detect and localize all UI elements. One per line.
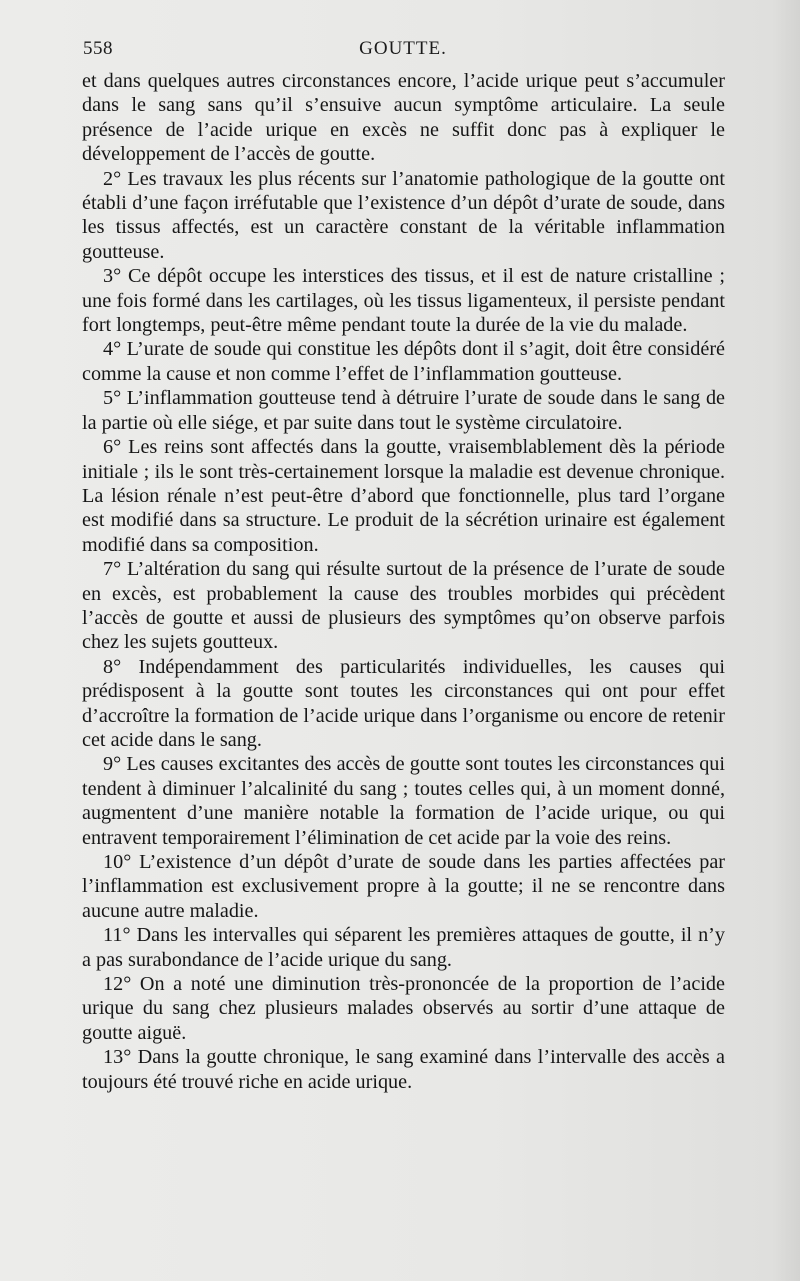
body-text bbox=[82, 69, 725, 1094]
page-header bbox=[83, 38, 723, 68]
paragraph-point-8: 8° Indépendamment des particularités individuelles, les causes qui prédisposent à la goutte sont toutes les circonstances qui ont pour effet d’accroître la formation de l’acide urique dans l’organisme ou encore de retenir cet acide dans le sang. bbox=[82, 655, 725, 751]
paragraph-continuation: et dans quelques autres circonstances encore, l’acide urique peut s’accumuler dans le sang sans qu’il s’ensuive aucun symptôme articulaire. La seule présence de l’acide urique en excès ne suffit donc pas à expliquer le développement de l’accès de goutte. bbox=[82, 70, 725, 166]
paragraph-point-10: 10° L’existence d’un dépôt d’urate de soude dans les parties affectées par l’inflammation est exclusivement propre à la goutte; il ne se rencontre dans aucune autre maladie. bbox=[82, 851, 725, 922]
paragraph-point-13: 13° Dans la goutte chronique, le sang examiné dans l’intervalle des accès a toujours été trouvé riche en acide urique. bbox=[82, 1046, 725, 1093]
paragraph-point-7: 7° L’altération du sang qui résulte surtout de la présence de l’urate de soude en excès, est probablement la cause des troubles morbides qui précèdent l’accès de goutte et aussi de plusieurs des symptômes qu’on observe parfois chez les sujets goutteux. bbox=[82, 558, 725, 654]
paragraph-point-12: 12° On a noté une diminution très-prononcée de la proportion de l’acide urique du sang chez plusieurs malades observés au sortir d’une attaque de goutte aiguë. bbox=[82, 973, 725, 1044]
paragraph-point-9: 9° Les causes excitantes des accès de goutte sont toutes les circonstances qui tendent à diminuer l’alcalinité du sang ; toutes celles qui, à un moment donné, augmentent d’une manière notable la formation de l’acide urique, ou qui entravent temporairement l’élimination de cet acide par la voie des reins. bbox=[82, 753, 725, 849]
paragraph-point-2: 2° Les travaux les plus récents sur l’anatomie pathologique de la goutte ont établi d’une façon irréfutable que l’existence d’un dépôt d’urate de soude, dans les tissus affectés, est un caractère constant de la véritable inflammation goutteuse. bbox=[82, 167, 725, 263]
paragraph-point-11: 11° Dans les intervalles qui séparent les premières attaques de goutte, il n’y a pas surabondance de l’acide urique du sang. bbox=[82, 924, 725, 971]
page-number: 558 bbox=[83, 38, 113, 59]
page-edge-shadow bbox=[772, 0, 800, 1281]
paragraph-point-3: 3° Ce dépôt occupe les interstices des tissus, et il est de nature cristalline ; une fois formé dans les cartilages, où les tissus ligamenteux, il persiste pendant fort longtemps, peut-être même pendant toute la durée de la vie du malade. bbox=[82, 265, 725, 337]
paragraph-point-6: 6° Les reins sont affectés dans la goutte, vraisemblablement dès la période initiale ; ils le sont très-certainement lorsque la maladie est devenue chronique. La lésion rénale n’est peut-être d’abord que fonctionnelle, plus tard l’organe est modifié dans sa structure. Le produit de la sécrétion urinaire est également modifié dans sa composition. bbox=[82, 436, 725, 556]
running-title: GOUTTE. bbox=[359, 38, 447, 59]
paragraph-point-5: 5° L’inflammation goutteuse tend à détruire l’urate de soude dans le sang de la partie où elle siége, et par suite dans tout le système circulatoire. bbox=[82, 387, 725, 434]
paragraph-point-4: 4° L’urate de soude qui constitue les dépôts dont il s’agit, doit être considéré comme la cause et non comme l’effet de l’inflammation goutteuse. bbox=[82, 338, 725, 385]
